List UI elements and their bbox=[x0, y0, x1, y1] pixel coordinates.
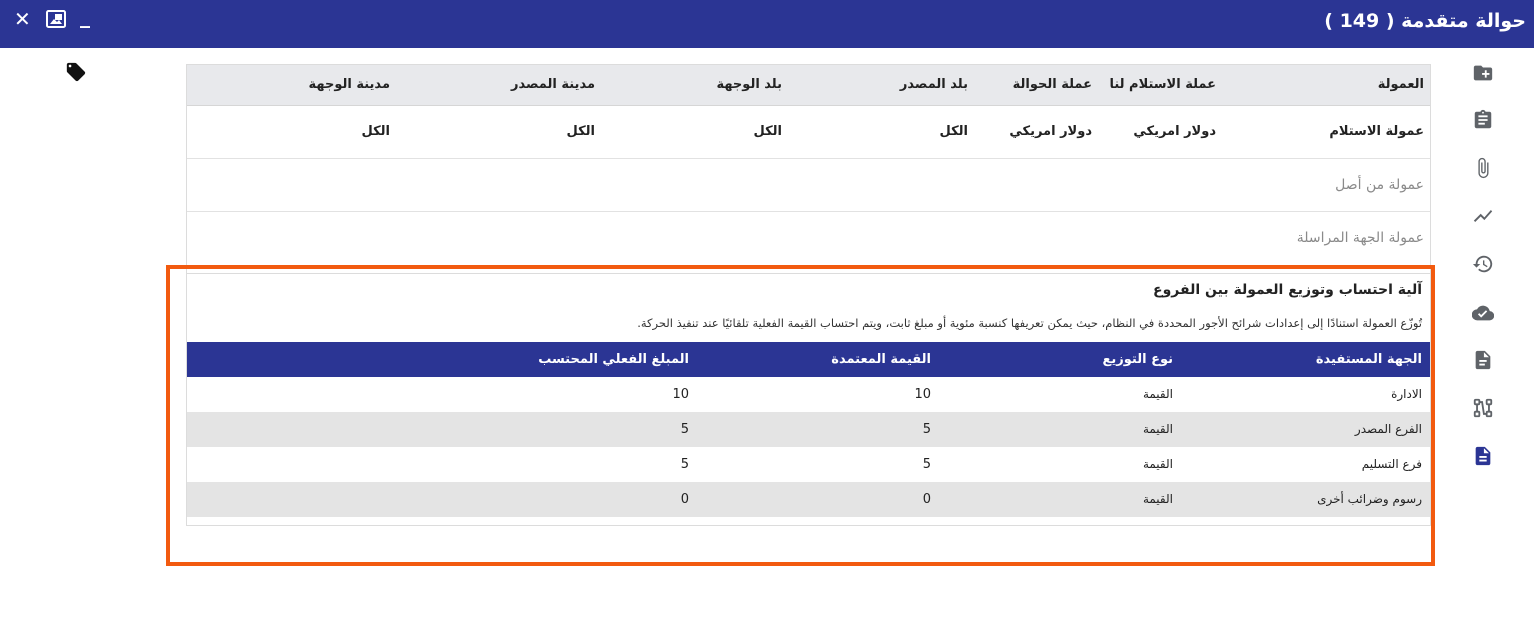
dest-country: الكل bbox=[753, 124, 782, 139]
beneficiary: الفرع المصدر bbox=[1354, 422, 1422, 436]
attachment-icon[interactable] bbox=[1468, 153, 1498, 183]
picture-in-picture-icon[interactable] bbox=[45, 9, 67, 33]
correspondent-commission: عمولة الجهة المراسلة bbox=[1296, 230, 1424, 246]
header-distribution-type: نوع التوزيع bbox=[1102, 352, 1173, 367]
description-icon[interactable] bbox=[1468, 441, 1498, 471]
distribution-type: القيمة bbox=[1142, 492, 1173, 506]
header-approved-value: القيمة المعتمدة bbox=[831, 352, 931, 367]
beneficiary: فرع التسليم bbox=[1361, 457, 1422, 471]
source-country: الكل bbox=[939, 124, 968, 139]
header-dest-city: مدينة الوجهة bbox=[308, 77, 390, 92]
distribution-type: القيمة bbox=[1142, 457, 1173, 471]
dest-city: الكل bbox=[361, 124, 390, 139]
distribution-type: القيمة bbox=[1142, 387, 1173, 401]
distribution-table-header bbox=[187, 342, 1430, 377]
distribution-title: آلية احتساب وتوزيع العمولة بين الفروع bbox=[1153, 282, 1422, 298]
header-commission: العمولة bbox=[1377, 77, 1424, 92]
title-bar bbox=[0, 0, 1534, 48]
table-row[interactable] bbox=[187, 212, 1430, 262]
commission-from-principal: عمولة من أصل bbox=[1335, 177, 1424, 193]
receive-currency: دولار امريكي bbox=[1133, 124, 1216, 139]
trending-icon[interactable] bbox=[1468, 201, 1498, 231]
beneficiary: الادارة bbox=[1391, 387, 1422, 401]
table-row[interactable] bbox=[187, 106, 1430, 159]
header-dest-country: بلد الوجهة bbox=[716, 77, 782, 92]
tag-icon[interactable] bbox=[65, 61, 87, 87]
header-receive-currency: عملة الاستلام لنا bbox=[1109, 77, 1216, 92]
commission-table-header bbox=[187, 65, 1430, 106]
table-row[interactable] bbox=[187, 412, 1430, 447]
route-icon[interactable] bbox=[1468, 393, 1498, 423]
table-row[interactable] bbox=[187, 482, 1430, 517]
approved-value: 5 bbox=[922, 422, 931, 437]
commission-panel bbox=[186, 64, 1431, 526]
cloud-check-icon[interactable] bbox=[1468, 298, 1498, 328]
distribution-description: تُوزّع العمولة استنادًا إلى إعدادات شرائح الأجور المحددة في النظام، حيث يمكن تعريفها كنسبة مئوية أو مبلغ ثابت، ويتم احتساب القيمة الفعلية تلقائيًا عند تنفيذ الحركة. bbox=[637, 316, 1422, 330]
header-source-country: بلد المصدر bbox=[899, 77, 968, 92]
commission-name: عمولة الاستلام bbox=[1329, 124, 1424, 139]
approved-value: 0 bbox=[922, 492, 931, 507]
approved-value: 10 bbox=[914, 387, 931, 402]
header-actual-amount: المبلغ الفعلي المحتسب bbox=[538, 352, 689, 367]
history-icon[interactable] bbox=[1468, 249, 1498, 279]
transfer-currency: دولار امريكي bbox=[1009, 124, 1092, 139]
clipboard-icon[interactable] bbox=[1468, 105, 1498, 135]
table-row[interactable] bbox=[187, 377, 1430, 412]
actual-amount: 0 bbox=[680, 492, 689, 507]
table-row[interactable] bbox=[187, 159, 1430, 212]
beneficiary: رسوم وضرائب أخرى bbox=[1317, 492, 1422, 506]
table-row[interactable] bbox=[187, 447, 1430, 482]
actual-amount: 5 bbox=[680, 457, 689, 472]
add-folder-icon[interactable] bbox=[1468, 58, 1498, 88]
distribution-type: القيمة bbox=[1142, 422, 1173, 436]
approved-value: 5 bbox=[922, 457, 931, 472]
window-title: حوالة متقدمة ( 149 ) bbox=[1324, 10, 1526, 32]
header-source-city: مدينة المصدر bbox=[510, 77, 595, 92]
header-beneficiary: الجهة المستفيدة bbox=[1315, 352, 1422, 367]
source-city: الكل bbox=[566, 124, 595, 139]
actual-amount: 5 bbox=[680, 422, 689, 437]
actual-amount: 10 bbox=[672, 387, 689, 402]
divider bbox=[187, 273, 1430, 274]
close-icon[interactable]: ✕ bbox=[14, 7, 31, 31]
header-transfer-currency: عملة الحوالة bbox=[1012, 77, 1092, 92]
minimize-button[interactable]: _ bbox=[80, 4, 90, 28]
document-icon[interactable] bbox=[1468, 345, 1498, 375]
